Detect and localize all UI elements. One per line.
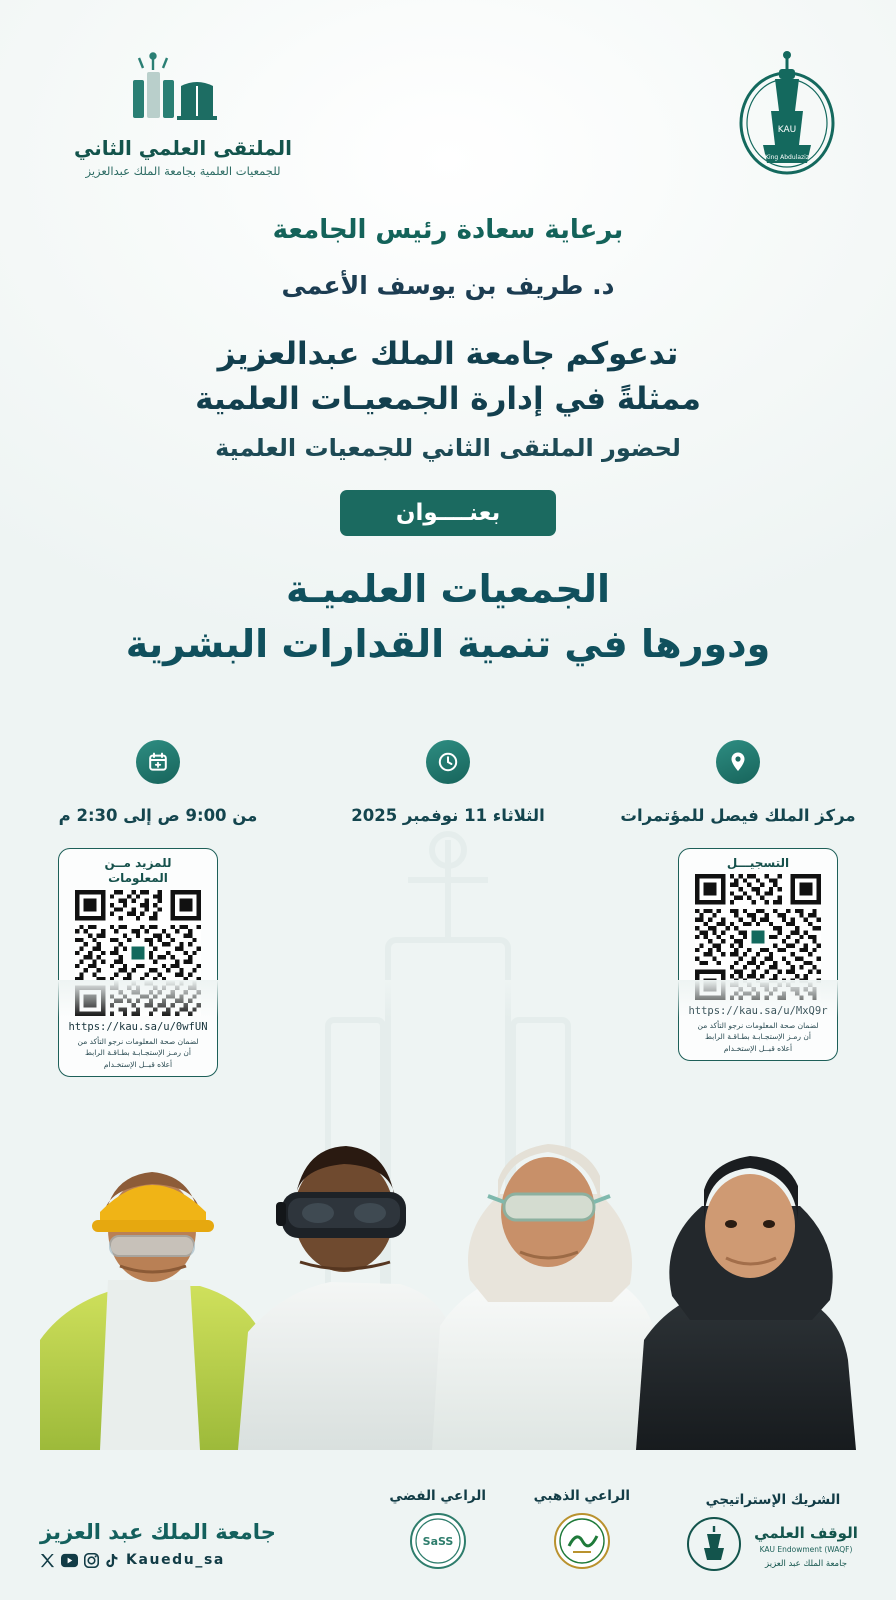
svg-text:SaSS: SaSS xyxy=(422,1535,454,1548)
svg-text:King Abdulaziz: King Abdulaziz xyxy=(765,154,809,161)
youtube-icon[interactable] xyxy=(61,1553,78,1568)
invite-subtitle: لحضور الملتقى الثاني للجمعيات العلمية xyxy=(215,433,681,462)
kau-university-logo xyxy=(722,48,852,178)
svg-text:KAU: KAU xyxy=(777,125,797,135)
person-professional xyxy=(636,1156,856,1450)
sponsor-silver-label: الراعي الفضي xyxy=(389,1488,486,1504)
person-vr-user xyxy=(238,1146,456,1450)
invite-line-1: تدعوكم جامعة الملك عبدالعزيز xyxy=(217,336,679,372)
patron-name: د. طريف بن يوسف الأعمى xyxy=(281,271,615,300)
silver-sponsor-logo xyxy=(409,1512,467,1574)
sponsor-silver-logos xyxy=(389,1512,486,1574)
kau-footer-seal-icon xyxy=(686,1516,742,1576)
info-item-date xyxy=(303,740,593,825)
info-item-time xyxy=(13,740,303,825)
kau-handle-text: Kauedu_sa xyxy=(126,1552,225,1568)
waqf-logo xyxy=(752,1516,860,1576)
sponsor-silver xyxy=(389,1488,486,1574)
forum-logo-mark xyxy=(48,52,318,130)
x-icon[interactable] xyxy=(40,1553,55,1568)
title-chip: بعنــــوان xyxy=(340,490,556,536)
sponsor-gold xyxy=(534,1488,630,1574)
sponsor-gold-label: الراعي الذهبي xyxy=(533,1488,630,1504)
svg-text:جامعة الملك عبد العزيز: جامعة الملك عبد العزيز xyxy=(765,1559,847,1569)
sponsors-footer xyxy=(0,1450,896,1600)
gold-sponsor-logo xyxy=(553,1512,611,1574)
qr-more-info-label-line-1: للمزيد مــن xyxy=(104,856,172,870)
location-pin-icon xyxy=(716,740,760,784)
instagram-icon[interactable] xyxy=(84,1553,99,1568)
qr-more-info-label xyxy=(67,856,209,886)
person-scientist xyxy=(432,1144,658,1450)
info-venue-text: مركز الملك فيصل للمؤتمرات xyxy=(620,806,856,825)
qr-registration-label: التسجيـــل xyxy=(726,856,790,870)
qr-more-info-label-line-2: المعلومات xyxy=(108,871,168,885)
svg-text:الوقف العلمي: الوقف العلمي xyxy=(754,1524,858,1542)
sponsor-strategic xyxy=(686,1492,860,1576)
person-engineer xyxy=(40,1172,268,1450)
info-date-text: الثلاثاء 11 نوفمبر 2025 xyxy=(351,806,545,825)
calendar-add-icon xyxy=(136,740,180,784)
forum-logo-block xyxy=(48,52,318,178)
event-info-row xyxy=(0,740,896,825)
clock-icon xyxy=(426,740,470,784)
poster-main-content xyxy=(0,215,896,672)
tiktok-icon[interactable] xyxy=(105,1553,119,1568)
patron-line: برعاية سعادة رئيس الجامعة xyxy=(272,215,624,245)
social-icons-group[interactable] xyxy=(40,1553,119,1568)
invite-line-2: ممثلةً في إدارة الجمعيـات العلمية xyxy=(195,380,701,417)
event-title-line-1: الجمعيات العلميـة xyxy=(285,566,611,611)
sponsor-gold-logos xyxy=(534,1512,630,1574)
kau-footer-name: جامعة الملك عبد العزيز xyxy=(40,1520,276,1544)
svg-text:KAU Endowment (WAQF): KAU Endowment (WAQF) xyxy=(759,1545,853,1554)
kau-social-handle[interactable] xyxy=(40,1552,276,1568)
sponsor-strategic-label: الشريك الإستراتيجي xyxy=(705,1492,841,1508)
forum-title: الملتقى العلمي الثاني xyxy=(74,136,292,160)
people-photo xyxy=(0,980,896,1450)
event-title-line-2: ودورها في تنمية القدارات البشرية xyxy=(125,621,771,666)
event-title xyxy=(0,562,896,672)
info-item-venue xyxy=(593,740,883,825)
kau-footer-block xyxy=(40,1520,276,1568)
forum-subtitle: للجمعيات العلمية بجامعة الملك عبدالعزيز xyxy=(85,164,281,178)
invite-block xyxy=(0,332,896,422)
poster-header xyxy=(0,0,896,210)
info-time-text: من 9:00 ص إلى 2:30 م xyxy=(58,806,258,825)
sponsor-strategic-logos xyxy=(686,1516,860,1576)
